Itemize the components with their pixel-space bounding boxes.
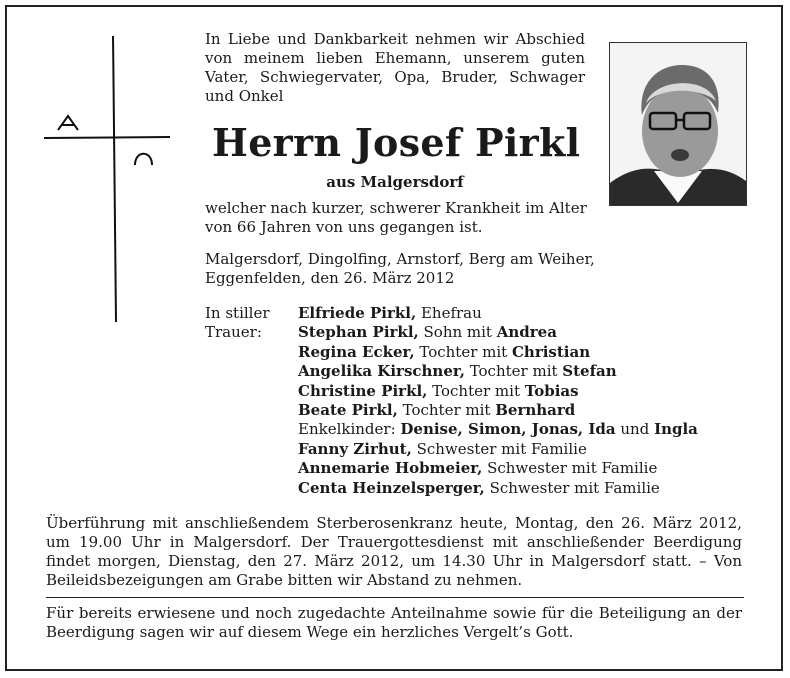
- transfer-notice: Überführung mit anschließendem Sterberosenkranz heute, Montag, den 26. März 2012, um 19.00 Uhr in Malgersdorf. Der Trauergottesdienst mit anschließender Beerdigung findet morgen, Dienstag, den 27. März 2012, um 14.30 Uhr in Malgersdorf statt. – Von Beileidsbezeigungen am Grabe bitten wir Abstand zu nehmen.: [46, 514, 742, 589]
- mourner-row: Elfriede Pirkl, Ehefrau: [298, 304, 482, 322]
- death-text: welcher nach kurzer, schwerer Krankheit im Alter von 66 Jahren von uns gegangen ist.: [205, 199, 587, 236]
- sibling-row: Centa Heinzelsperger, Schwester mit Familie: [298, 478, 660, 497]
- mourner-row: Angelika Kirschner, Tochter mit Stefan: [298, 362, 617, 381]
- grandchildren-row: Enkelkinder: Denise, Simon, Jonas, Ida und Ingla: [298, 420, 698, 439]
- mourner-row: Regina Ecker, Tochter mit Christian: [298, 342, 591, 361]
- origin: aus Malgersdorf: [326, 173, 464, 191]
- omega-symbol: [135, 154, 152, 165]
- alpha-symbol: [58, 116, 78, 130]
- mourner-row: Christine Pirkl, Tochter mit Tobias: [298, 381, 579, 400]
- places-date: Malgersdorf, Dingolfing, Arnstorf, Berg am Weiher, Eggenfelden, den 26. März 2012: [205, 250, 595, 287]
- mourning-label-line-1: In stiller: [205, 304, 270, 322]
- deceased-name: Herrn Josef Pirkl: [212, 120, 581, 165]
- mourner-row: Beate Pirkl, Tochter mit Bernhard: [298, 401, 576, 420]
- divider: [46, 597, 744, 598]
- sibling-row: Annemarie Hobmeier, Schwester mit Familie: [298, 459, 658, 478]
- portrait-photo: [609, 42, 747, 206]
- cross-icon: [0, 0, 200, 330]
- mourners-list: [298, 304, 768, 498]
- thanks-notice: Für bereits erwiesene und noch zugedachte Anteilnahme sowie für die Beteiligung an der Beerdigung sagen wir auf diesem Wege ein herzliches Vergelt’s Gott.: [46, 604, 742, 641]
- sibling-row: Fanny Zirhut, Schwester mit Familie: [298, 439, 587, 458]
- mourning-label: [205, 304, 295, 342]
- mourner-row: Stephan Pirkl, Sohn mit Andrea: [298, 323, 557, 342]
- intro-text: In Liebe und Dankbarkeit nehmen wir Abschied von meinem lieben Ehemann, unserem guten Vater, Schwiegervater, Opa, Bruder, Schwager und Onkel: [205, 30, 585, 105]
- mourning-label-line-2: Trauer:: [205, 323, 262, 341]
